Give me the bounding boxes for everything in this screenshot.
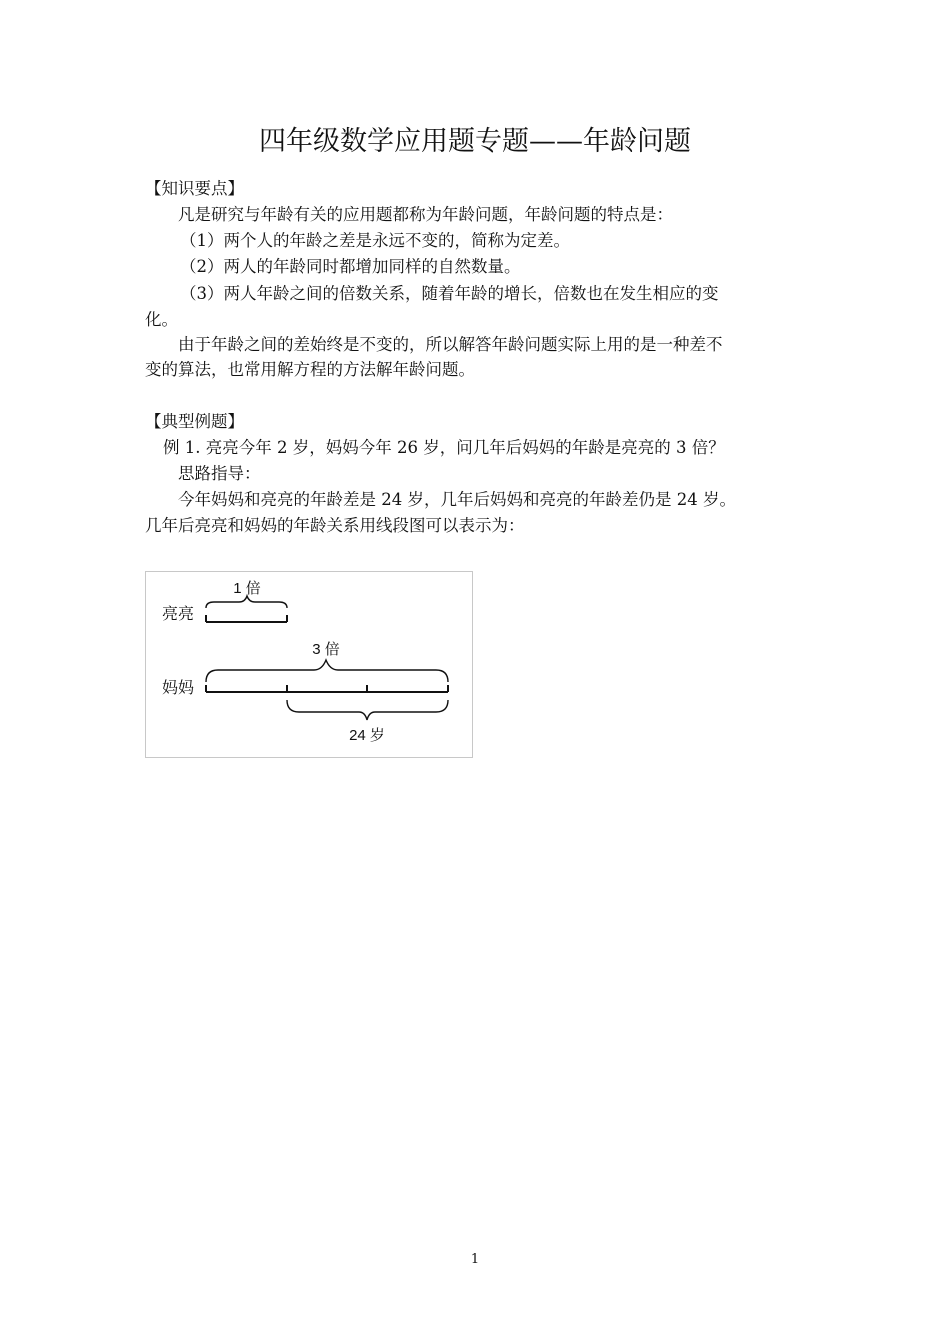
paragraph-line: 凡是研究与年龄有关的应用题都称为年龄问题，年龄问题的特点是： [178,205,673,224]
brace-one-times [206,596,287,608]
label-one-times: 1 倍 [233,580,261,597]
paragraph-line: （2）两人的年龄同时都增加同样的自然数量。 [180,257,521,276]
segment-mama [206,685,448,692]
paragraph-line: 几年后亮亮和妈妈的年龄关系用线段图可以表示为： [145,516,525,535]
label-age-difference: 24 岁 [349,727,385,744]
paragraph-line: （1）两个人的年龄之差是永远不变的，简称为定差。 [180,231,570,250]
paragraph-line: 今年妈妈和亮亮的年龄差是 24 岁，几年后妈妈和亮亮的年龄差仍是 24 岁。 [178,490,736,509]
line-segment-diagram [145,571,473,758]
paragraph-line: （3）两人年龄之间的倍数关系，随着年龄的增长，倍数也在发生相应的变 [180,284,719,303]
label-mama: 妈妈 [162,680,195,697]
paragraph-line: 变的算法，也常用解方程的方法解年龄问题。 [145,360,475,379]
paragraph-line: 化。 [145,310,178,329]
page-title: 四年级数学应用题专题——年龄问题 [259,126,691,157]
brace-difference [287,700,448,720]
page-number: 1 [470,1252,480,1267]
label-liangliang: 亮亮 [162,606,195,623]
brace-three-times [206,660,448,682]
paragraph-line: 思路指导： [178,464,261,483]
section-heading-examples: 【典型例题】 [145,412,244,431]
paragraph-line: 由于年龄之间的差始终是不变的，所以解答年龄问题实际上用的是一种差不 [178,335,723,354]
example-question: 例 1. 亮亮今年 2 岁，妈妈今年 26 岁，问几年后妈妈的年龄是亮亮的 3 倍？ [163,438,725,457]
label-three-times: 3 倍 [312,641,340,658]
segment-liangliang [206,615,287,622]
section-heading-knowledge: 【知识要点】 [145,179,244,198]
